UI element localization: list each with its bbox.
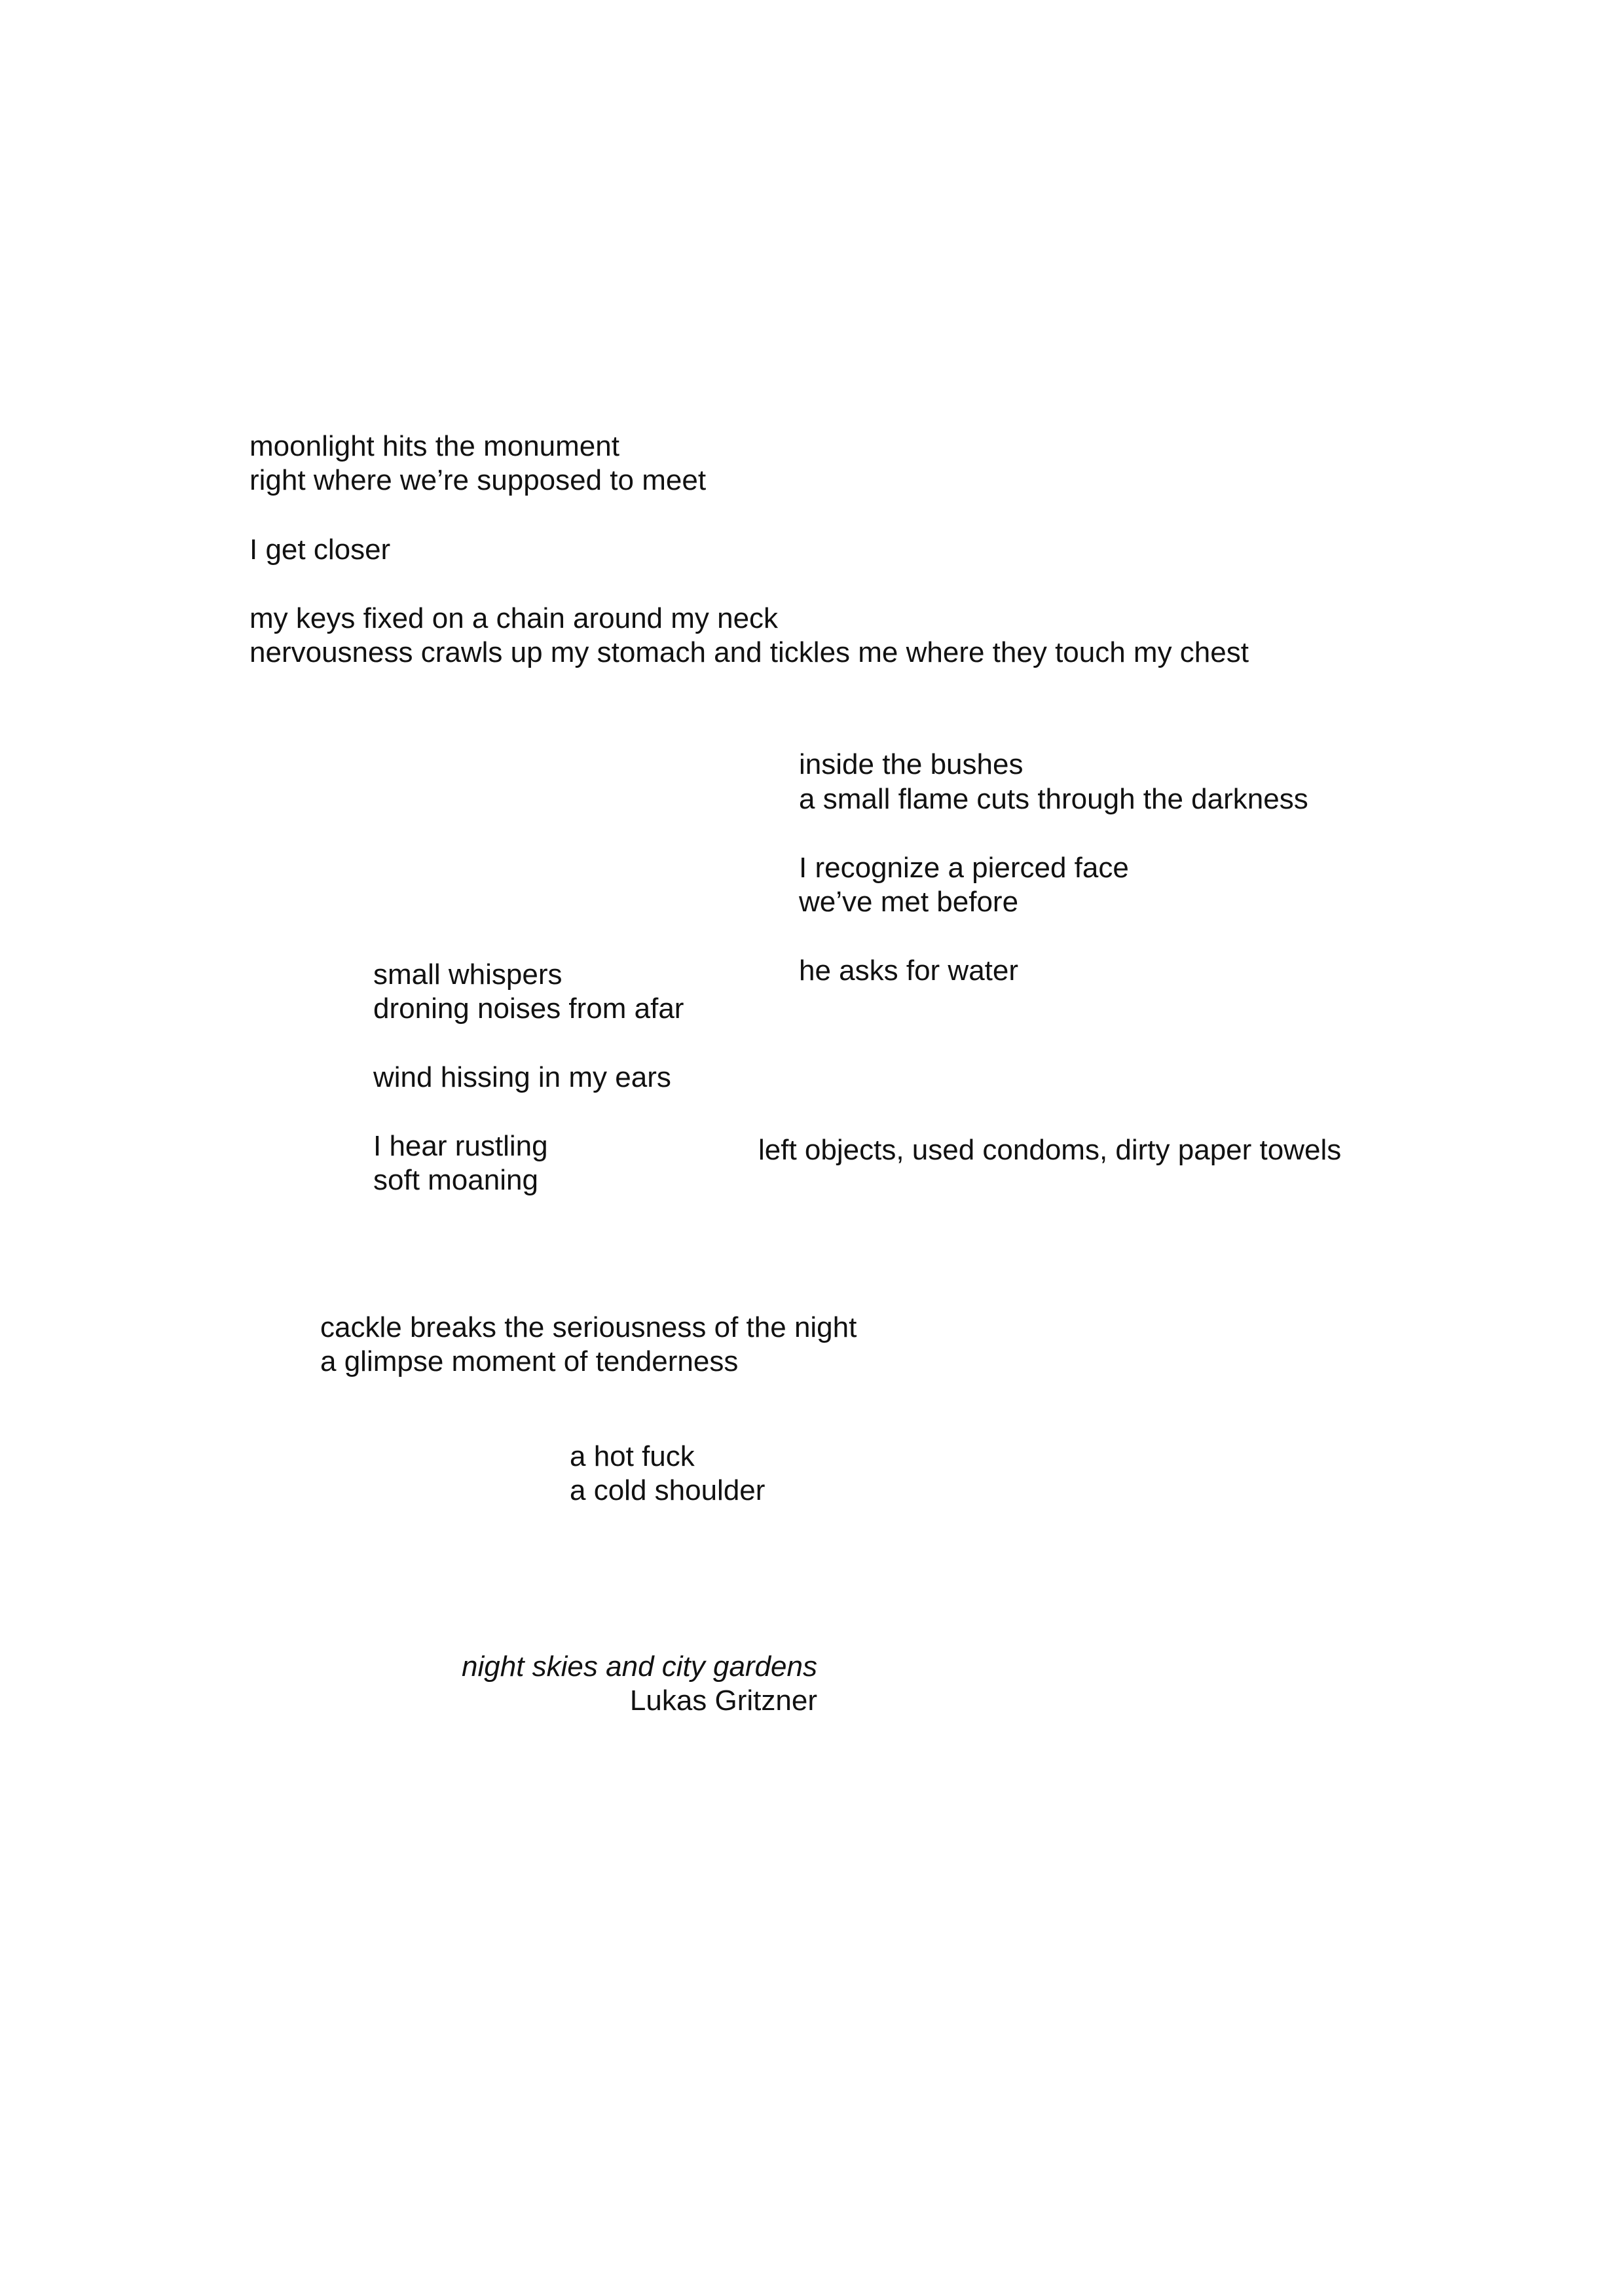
poem-line: he asks for water	[799, 955, 1019, 987]
poem-line: small whispers	[373, 958, 563, 991]
poem-line: a hot fuck	[570, 1440, 695, 1472]
poem-line: cackle breaks the seriousness of the night	[320, 1311, 857, 1343]
poem-line: we’ve met before	[799, 886, 1019, 918]
poem-line: a glimpse moment of tenderness	[320, 1345, 739, 1377]
title-author-block	[458, 1650, 817, 1718]
poem-line: a small flame cuts through the darkness	[799, 783, 1308, 815]
poem-title: night skies and city gardens	[462, 1650, 817, 1683]
poem-line: left objects, used condoms, dirty paper towels	[758, 1134, 1342, 1166]
poem-line: I get closer	[249, 534, 391, 566]
poem-line: moonlight hits the monument	[249, 430, 619, 462]
poem-line: soft moaning	[373, 1164, 538, 1196]
poem-line: I recognize a pierced face	[799, 852, 1129, 884]
poem-line: my keys fixed on a chain around my neck	[249, 602, 779, 634]
poem-line: right where we’re supposed to meet	[249, 464, 707, 496]
poem-line: I hear rustling	[373, 1130, 548, 1162]
poem-line: a cold shoulder	[570, 1474, 766, 1506]
poem-line: nervousness crawls up my stomach and tickles me where they touch my chest	[249, 636, 1249, 668]
poem-line: inside the bushes	[799, 748, 1024, 780]
poem-line: wind hissing in my ears	[373, 1061, 671, 1093]
author-name: Lukas Gritzner	[629, 1685, 817, 1717]
poem-line: droning noises from afar	[373, 993, 684, 1025]
